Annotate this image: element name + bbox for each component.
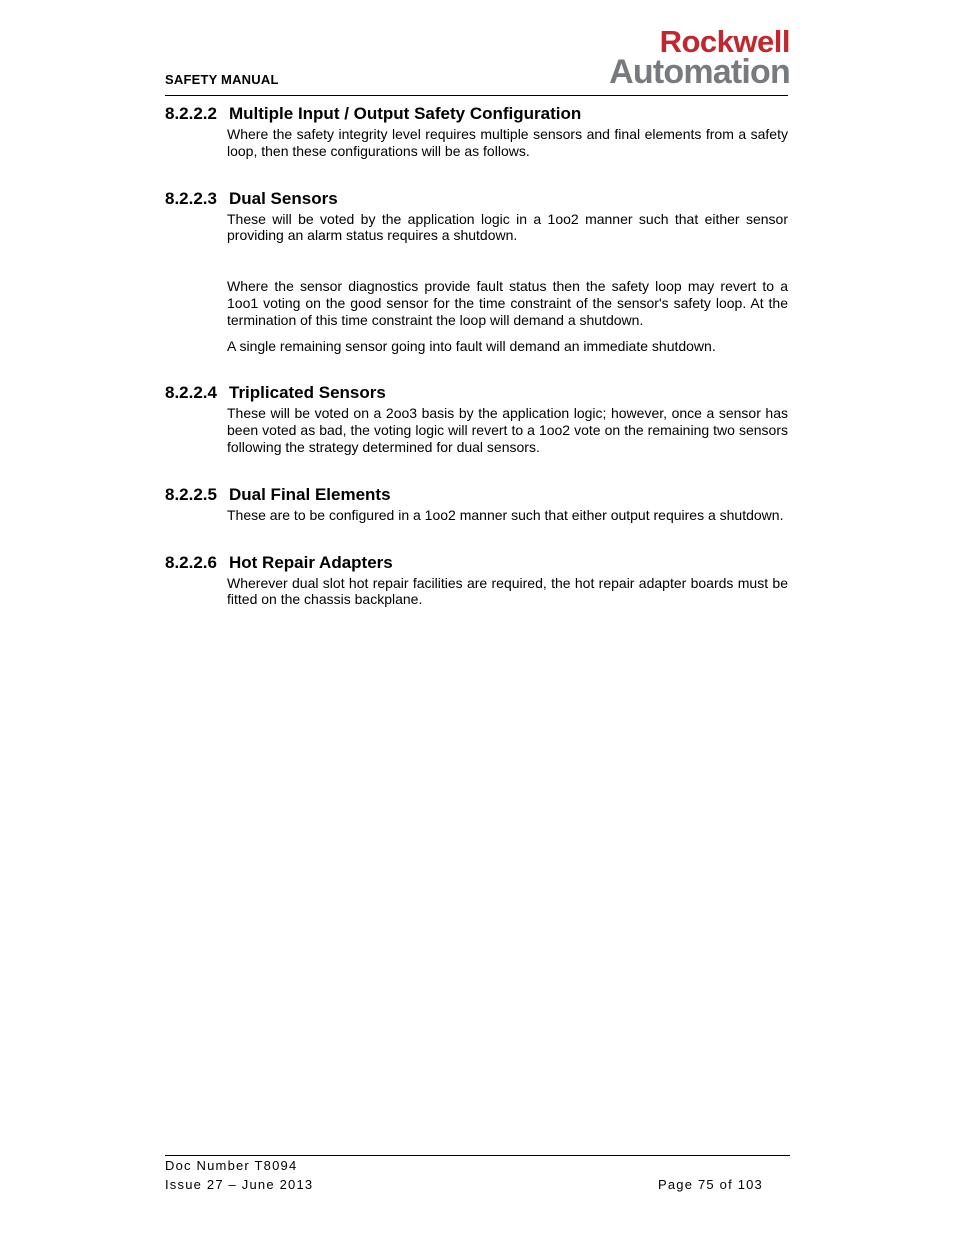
section-heading [165, 383, 788, 403]
section-heading [165, 104, 788, 124]
footer-doc-number: Doc Number T8094 [165, 1158, 298, 1173]
section-number: 8.2.2.4 [165, 383, 217, 403]
section-paragraph: Where the sensor diagnostics provide fault status then the safety loop may revert to a 1oo1 voting on the good sensor for the time constraint of the sensor's safety loop. At the termination of this time constraint the loop will demand a shutdown. [227, 278, 788, 328]
section-8-2-2-3 [165, 189, 788, 355]
section-title: Triplicated Sensors [229, 383, 386, 403]
logo-line-1: Rockwell [659, 24, 790, 59]
footer-page-number: Page 75 of 103 [658, 1177, 763, 1192]
page-body [165, 104, 788, 608]
header-title: SAFETY MANUAL [165, 72, 279, 87]
section-number: 8.2.2.3 [165, 188, 217, 208]
section-paragraph: These will be voted by the application logic in a 1oo2 manner such that either sensor providing an alarm status requires a shutdown. [227, 210, 788, 244]
section-paragraph: These will be voted on a 2oo3 basis by the application logic; however, once a sensor has been voted as bad, the voting logic will revert to a 1oo2 vote on the remaining two sensors following the strategy determined for dual sensors. [227, 405, 788, 455]
section-paragraph: Wherever dual slot hot repair facilities are required, the hot repair adapter boards must be fitted on the chassis backplane. [227, 574, 788, 608]
section-8-2-2-2 [165, 104, 788, 160]
section-heading [165, 553, 788, 573]
footer-divider [165, 1155, 790, 1156]
section-title: Multiple Input / Output Safety Configuration [229, 104, 582, 123]
section-8-2-2-6 [165, 553, 788, 609]
header-divider [165, 95, 788, 96]
section-number: 8.2.2.6 [165, 552, 217, 572]
section-paragraph: These are to be configured in a 1oo2 manner such that either output requires a shutdown. [227, 506, 784, 523]
section-heading [165, 189, 788, 209]
section-title: Hot Repair Adapters [229, 552, 393, 572]
section-title: Dual Sensors [229, 188, 338, 208]
section-8-2-2-4 [165, 383, 788, 455]
section-heading [165, 485, 788, 505]
rockwell-automation-logo [552, 26, 790, 89]
section-8-2-2-5 [165, 485, 788, 524]
footer-issue: Issue 27 – June 2013 [165, 1177, 314, 1192]
section-paragraph: A single remaining sensor going into fault will demand an immediate shutdown. [227, 337, 716, 354]
logo-line-2: Automation [609, 53, 790, 91]
section-paragraph: Where the safety integrity level requires multiple sensors and final elements from a safety loop, then these configurations will be as follows. [227, 126, 788, 159]
section-number: 8.2.2.5 [165, 484, 217, 504]
section-title: Dual Final Elements [229, 484, 391, 504]
section-number: 8.2.2.2 [165, 104, 217, 123]
